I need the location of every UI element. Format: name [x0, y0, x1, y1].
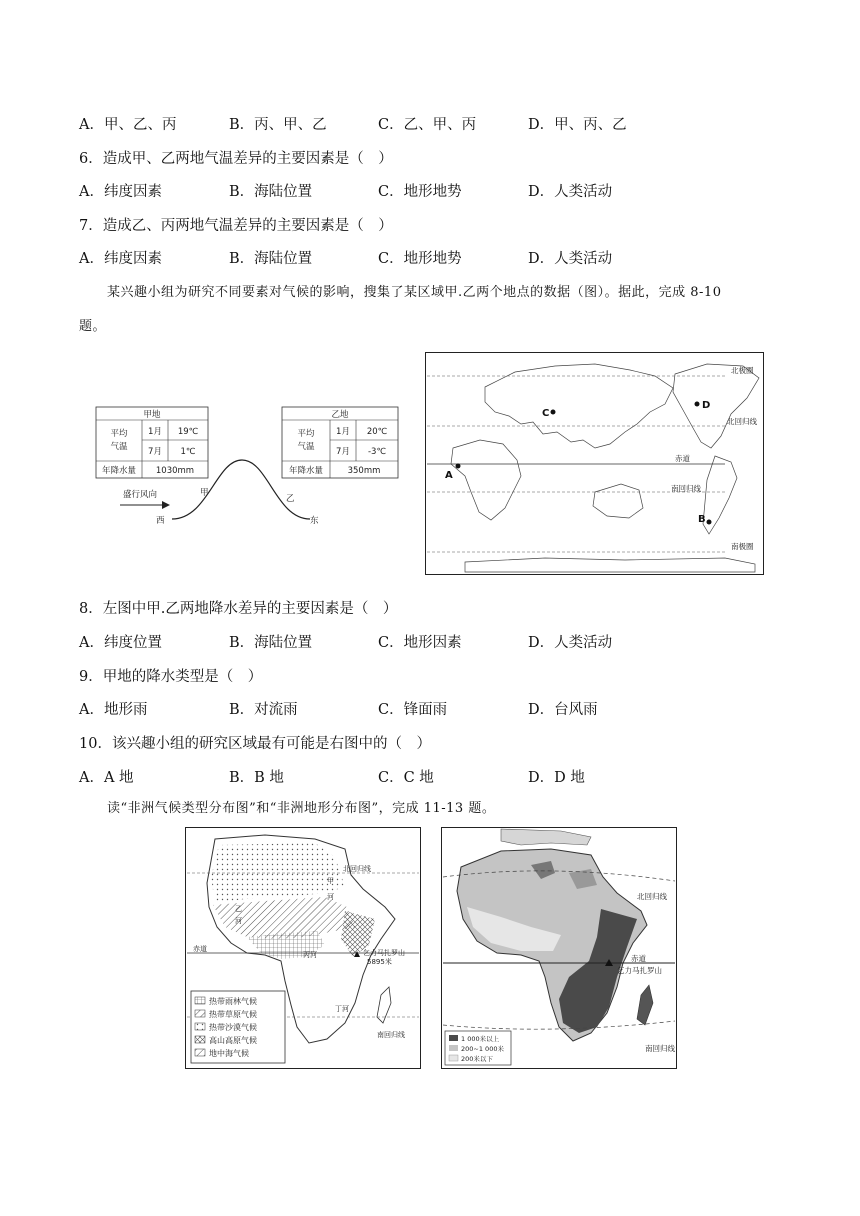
legend-savanna: 热带草原气候 [209, 1010, 257, 1019]
peak-jia-label: 甲 [200, 488, 209, 498]
river-jia-label: 甲 [327, 877, 334, 885]
river-bing-label: 丙河 [303, 951, 317, 959]
legend-200-1000: 200~1 000米 [461, 1045, 504, 1053]
jia-table-title: 甲地 [143, 410, 161, 420]
q10-option-d: D．D 地 [528, 770, 585, 786]
wind-arrow-icon [162, 501, 170, 509]
legend-desert: 热带沙漠气候 [209, 1023, 257, 1032]
map-capricorn-label: 南回归线 [671, 484, 701, 493]
q7-option-a: A．纬度因素 [79, 251, 162, 267]
jia-month-jan: 1月 [148, 427, 162, 437]
q8-option-d: D．人类活动 [528, 635, 613, 651]
kilimanjaro-label: 乞力马扎罗山 [363, 949, 405, 957]
terrain-cancer-label: 北回归线 [637, 892, 667, 901]
q5-option-d: D．甲、丙、乙 [528, 117, 627, 133]
q5-option-c: C．乙、甲、丙 [378, 117, 477, 133]
q8-option-b: B．海陆位置 [229, 635, 313, 651]
figure-world-map [425, 352, 765, 576]
q10-option-b: B．B 地 [229, 770, 284, 786]
intro-paragraph-2: 读“非洲气候类型分布图”和“非洲地形分布图”，完成 11-13 题。 [107, 801, 496, 816]
figure-africa-terrain-map [441, 827, 677, 1069]
point-d-label: D [702, 400, 711, 411]
yi-precip-value: 350mm [347, 466, 381, 476]
jia-month-jul: 7月 [148, 447, 162, 457]
jia-avg-temp-label-2: 气温 [110, 442, 128, 452]
q9-option-b: B．对流雨 [229, 702, 298, 718]
point-c-marker [551, 410, 556, 415]
q7-options [79, 247, 779, 269]
map-arctic-label: 北极圈 [731, 366, 754, 375]
yi-table-title: 乙地 [331, 410, 349, 420]
q9-option-a: A．地形雨 [79, 702, 148, 718]
q7-option-b: B．海陆位置 [229, 251, 313, 267]
jia-temp-jul: 1℃ [180, 447, 196, 457]
q5-options [79, 113, 779, 135]
q8-option-a: A．纬度位置 [79, 635, 162, 651]
west-label: 西 [156, 516, 165, 526]
map-cancer-label: 北回归线 [727, 417, 757, 426]
yi-avg-temp-label: 平均 [297, 429, 315, 439]
kilimanjaro-height: 5895米 [367, 958, 392, 966]
terrain-capricorn-label: 南回归线 [645, 1044, 675, 1053]
point-d-marker [695, 402, 700, 407]
jia-precip-value: 1030mm [155, 466, 195, 476]
map-equator-label: 赤道 [675, 454, 690, 463]
terrain-kilimanjaro-label: 乞力马扎罗山 [617, 966, 662, 975]
point-a-marker [456, 464, 461, 469]
intro-1-line-2: 题。 [79, 319, 107, 334]
q6-stem: 6．造成甲、乙两地气温差异的主要因素是（ ） [79, 151, 393, 167]
q5-option-b: B．丙、甲、乙 [229, 117, 327, 133]
yi-avg-temp-label-2: 气温 [297, 442, 315, 452]
q10-option-c: C．C 地 [378, 770, 434, 786]
antarctica-shape [465, 558, 755, 572]
intro-1-line-1: 某兴趣小组为研究不同要素对气候的影响，搜集了某区域甲.乙两个地点的数据（图）。据此，完成 8-10 [107, 285, 722, 300]
q5-option-a: A．甲、乙、丙 [79, 117, 177, 133]
yi-temp-jul: -3℃ [367, 447, 387, 457]
q10-options [79, 766, 779, 788]
yi-temp-jan: 20℃ [366, 427, 388, 437]
point-b-marker [707, 520, 712, 525]
q9-option-c: C．锋面雨 [378, 702, 448, 718]
q9-stem: 9．甲地的降水类型是（ ） [79, 669, 263, 685]
terrain-equator-label: 赤道 [631, 954, 646, 963]
legend-below-200: 200米以下 [461, 1055, 493, 1063]
q8-stem: 8．左图中甲.乙两地降水差异的主要因素是（ ） [79, 601, 398, 617]
figure-africa-climate-map [185, 827, 421, 1069]
q9-option-d: D．台风雨 [528, 702, 598, 718]
river-ding-label: 丁河 [335, 1005, 349, 1013]
river-jia-he-label: 河 [327, 893, 334, 901]
yi-month-jul: 7月 [336, 447, 350, 457]
q9-options [79, 698, 779, 720]
climate-cancer-label: 北回归线 [343, 865, 371, 873]
river-yi-he-label: 河 [235, 917, 242, 925]
q8-options [79, 631, 779, 653]
figure-mountain-profile [90, 400, 410, 530]
peak-yi-label: 乙 [286, 494, 295, 504]
legend-mediterranean: 地中海气候 [209, 1049, 249, 1058]
point-c-label: C [542, 408, 550, 419]
q8-option-c: C．地形因素 [378, 635, 462, 651]
legend-above-1000: 1 000米以上 [461, 1035, 500, 1043]
point-a-label: A [445, 470, 453, 481]
jia-temp-jan: 19℃ [177, 427, 199, 437]
q6-option-c: C．地形地势 [378, 184, 462, 200]
river-yi-label: 乙 [235, 905, 242, 913]
point-b-label: B [698, 514, 706, 525]
q10-option-a: A．A 地 [79, 770, 134, 786]
climate-capricorn-label: 南回归线 [377, 1031, 405, 1039]
jia-precip-label: 年降水量 [101, 466, 137, 476]
yi-precip-label: 年降水量 [288, 466, 324, 476]
q10-stem: 10．该兴趣小组的研究区域最有可能是右图中的（ ） [79, 736, 431, 752]
q7-option-c: C．地形地势 [378, 251, 462, 267]
yi-month-jan: 1月 [336, 427, 350, 437]
jia-avg-temp-label: 平均 [110, 429, 128, 439]
q7-option-d: D．人类活动 [528, 251, 613, 267]
q6-option-b: B．海陆位置 [229, 184, 313, 200]
legend-rainforest: 热带雨林气候 [209, 997, 257, 1006]
q6-option-a: A．纬度因素 [79, 184, 162, 200]
legend-highland: 高山高原气候 [209, 1036, 257, 1045]
q7-stem: 7．造成乙、丙两地气温差异的主要因素是（ ） [79, 218, 393, 234]
wind-label: 盛行风向 [123, 490, 158, 500]
climate-equator-label: 赤道 [193, 945, 207, 953]
intro-paragraph-1 [79, 283, 779, 303]
east-label: 东 [310, 516, 319, 526]
q6-options [79, 180, 779, 202]
q6-option-d: D．人类活动 [528, 184, 613, 200]
map-antarctic-label: 南极圈 [731, 542, 754, 551]
